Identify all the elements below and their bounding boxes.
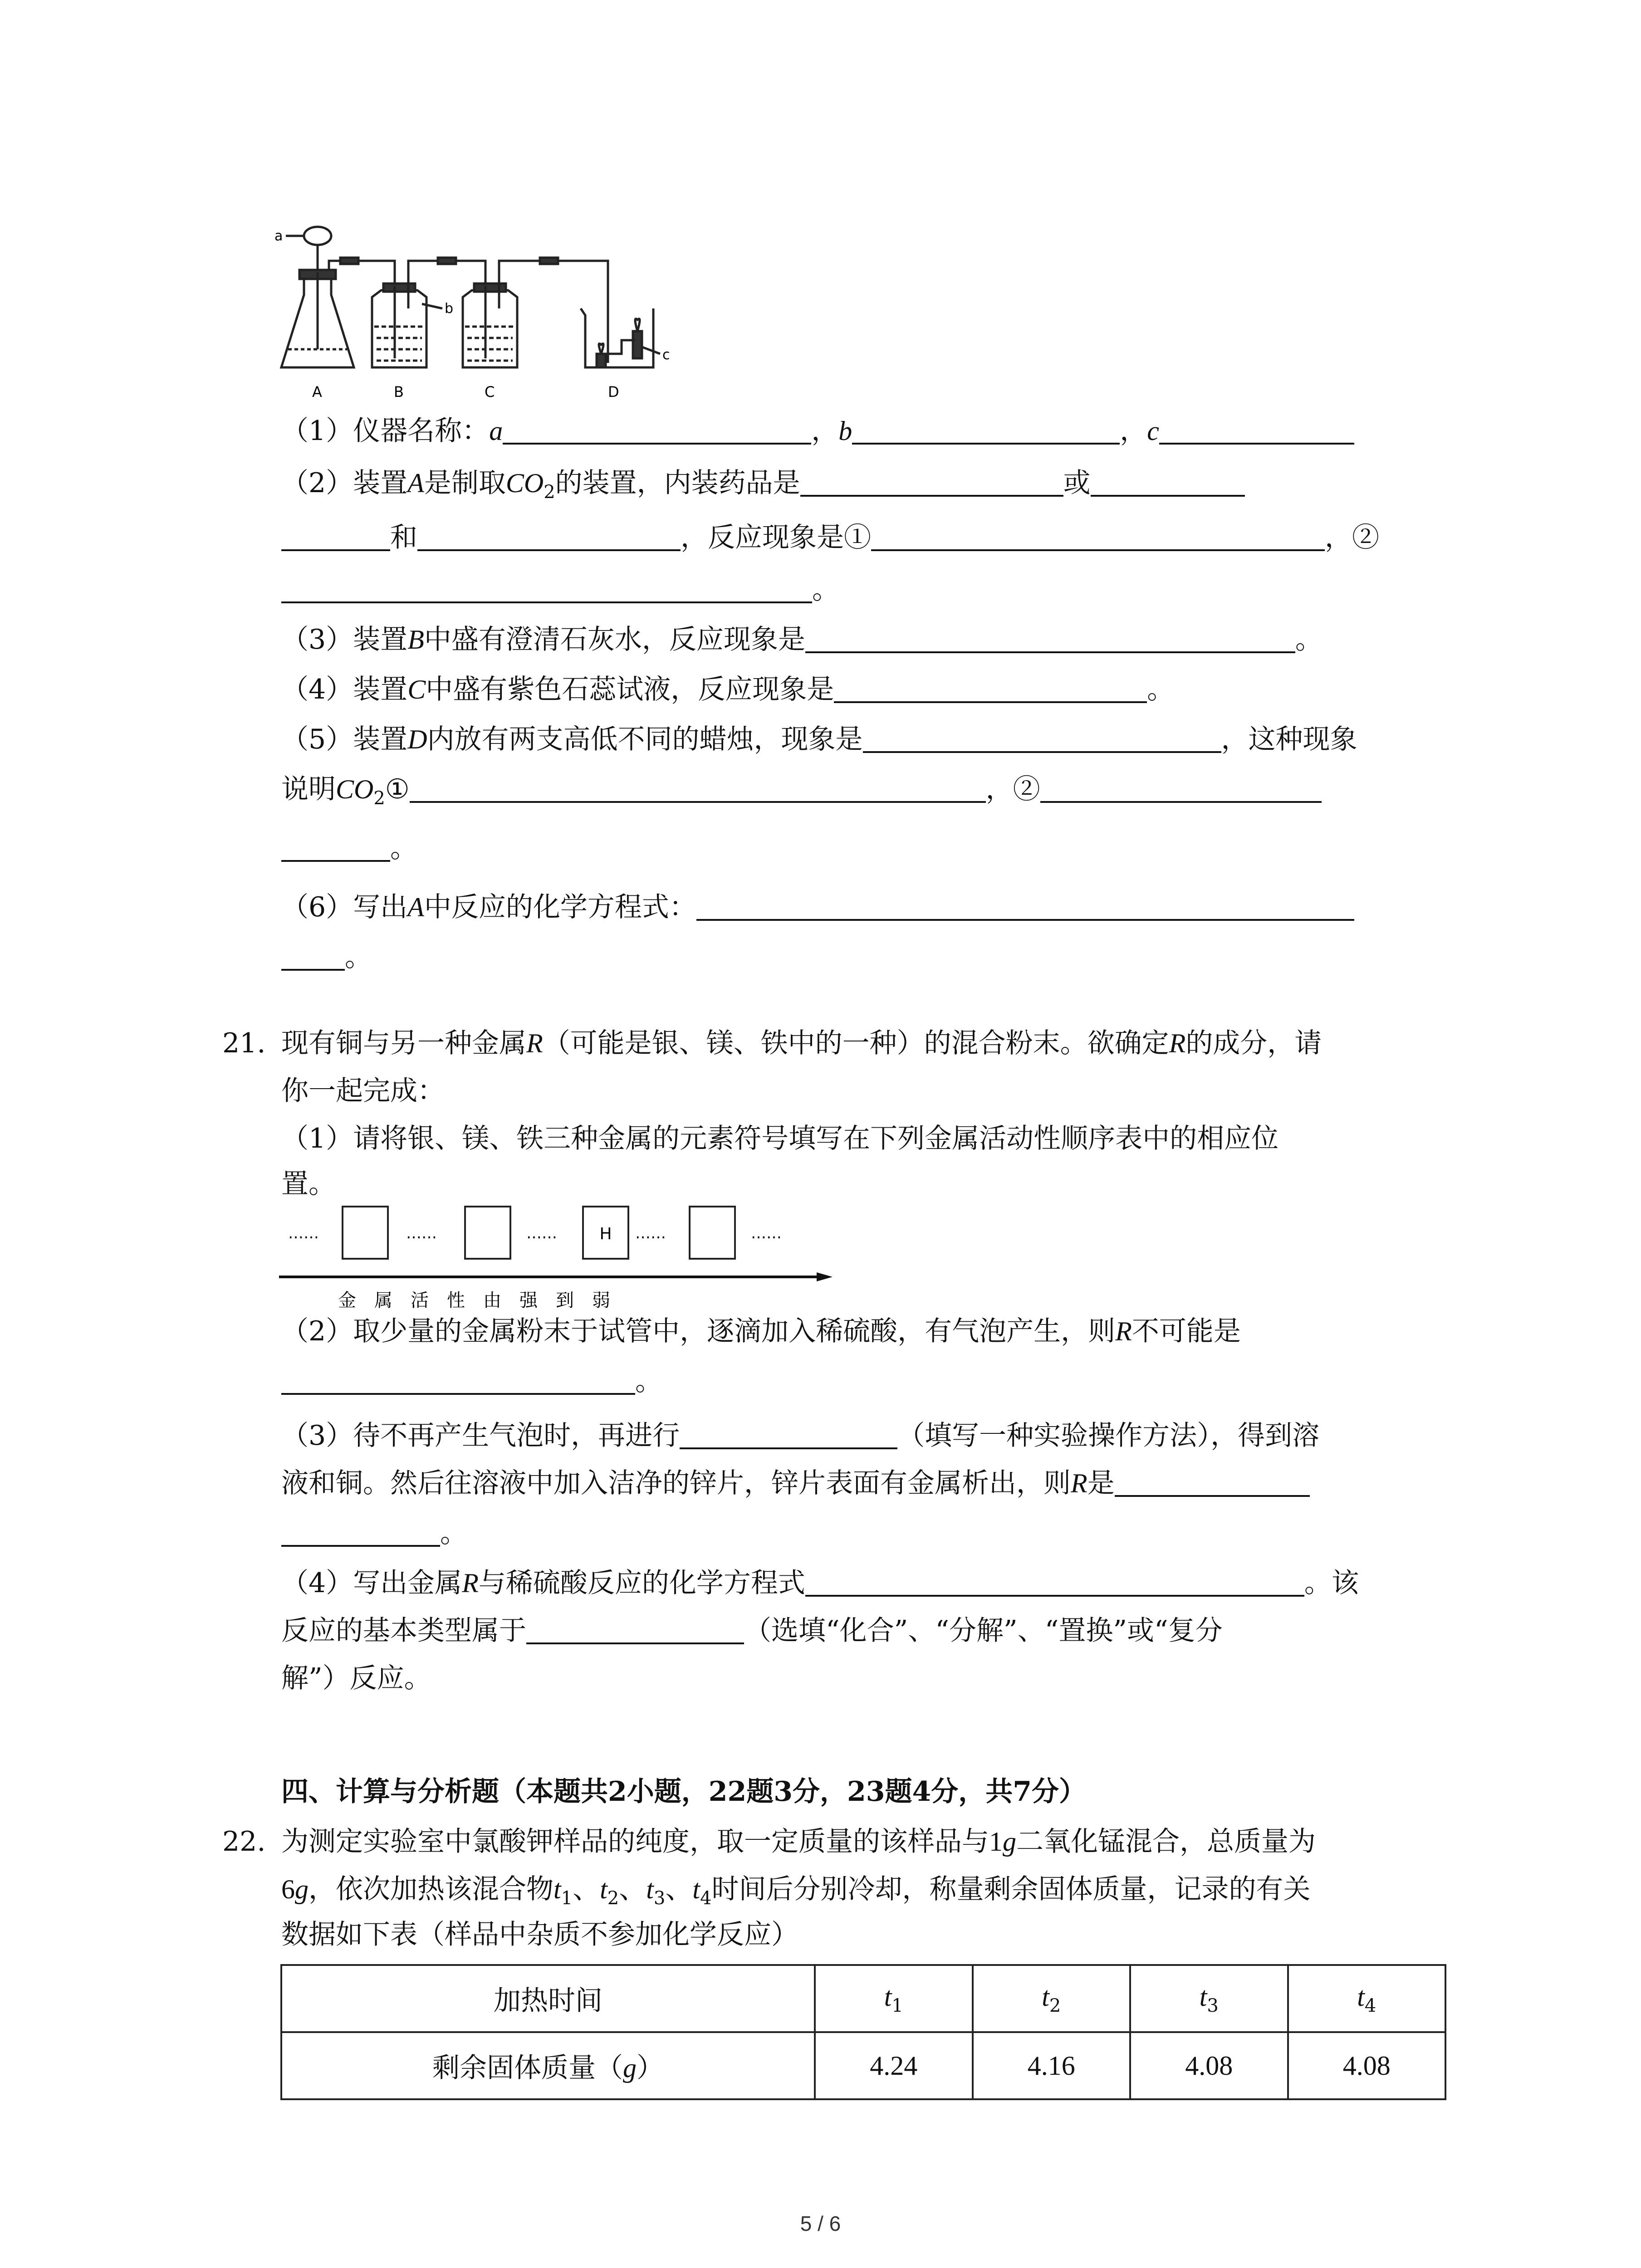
q20-part2: （2）装置A是制取$CO_2$的装置，内装药品是 或 [281,460,1245,506]
q20-part5-end: 。 [281,826,417,871]
svg-text:C: C [485,383,495,401]
table-cell: 加热时间 [281,1965,815,2032]
q21-p1: （1）请将银、镁、铁三种金属的元素符号填写在下列金属活动性顺序表中的相应位 [281,1123,1279,1154]
q22-line2: 6g，依次加热该混合物$t_1$、$t_2$、$t_3$、$t_4$时间后分别冷却，称量剩余固体质量，记录的有关 [281,1873,1311,1909]
q21-p3: （3）待不再产生气泡时，再进行 （填写一种实验操作方法），得到溶 [281,1413,1319,1458]
table-cell: 4.24 [815,2032,973,2099]
q21-line2: 你一起完成： [281,1075,445,1107]
q21-p3-cont: 液和铜。然后往溶液中加入洁净的锌片，锌片表面有金属析出，则R是 [281,1461,1310,1506]
svg-text:……: …… [288,1224,319,1242]
answer-blank[interactable] [696,890,1354,921]
answer-blank[interactable] [281,572,812,603]
svg-text:a: a [274,228,283,244]
answer-blank[interactable] [281,1364,635,1395]
answer-blank[interactable] [863,722,1221,753]
answer-blank[interactable] [800,466,1063,497]
answer-blank[interactable] [805,1566,1304,1597]
answer-blank[interactable] [1040,772,1322,803]
answer-blank[interactable] [281,1516,440,1547]
section-heading: 四、计算与分析题（本题共2小题，22题3分，23题4分，共7分） [281,1776,1086,1808]
q21-p4: （4）写出金属R与稀硫酸反应的化学方程式 。该 [281,1560,1359,1606]
table-cell: 剩余固体质量（g） [281,2032,815,2099]
table-cell: $t_3$ [1130,1965,1288,2032]
svg-text:金 属 活 性 由 强 到 弱: 金 属 活 性 由 强 到 弱 [338,1290,610,1311]
table-cell: 4.08 [1288,2032,1446,2099]
table-cell: $t_2$ [973,1965,1131,2032]
apparatus-diagram [272,218,681,408]
answer-blank[interactable] [871,520,1325,551]
data-table [280,1964,1446,2100]
table-row [281,1965,1445,2032]
svg-text:c: c [662,347,670,363]
q20-part2-cont: 和 ，反应现象是① ，② [281,515,1379,560]
q21-line1: 21. 现有铜与另一种金属R（可能是银、镁、铁中的一种）的混合粉末。欲确定R的成分，请 [222,1027,1322,1059]
q20-part5-cont: 说明$CO_2①$ ，② [281,767,1322,812]
svg-text:b: b [445,301,454,317]
table-cell: $t_1$ [815,1965,973,2032]
answer-blank[interactable] [680,1418,897,1449]
table-cell: 4.16 [973,2032,1131,2099]
svg-text:B: B [394,383,404,401]
table-cell: 4.08 [1130,2032,1288,2099]
answer-blank[interactable] [834,672,1147,703]
page-number: 5 / 6 [800,2212,841,2235]
svg-text:……: …… [406,1224,437,1242]
q21-p3-end: 。 [281,1510,467,1556]
activity-series-diagram [279,1202,837,1315]
q20-part5: （5）装置D内放有两支高低不同的蜡烛，现象是 ，这种现象 [281,717,1357,762]
answer-blank[interactable] [281,520,390,551]
q21-p1-cont: 置。 [281,1168,336,1200]
q20-part1: （1）仪器名称：a ，b ，c [281,408,1354,454]
svg-text:D: D [608,383,619,401]
q21-p2: （2）取少量的金属粉末于试管中，逐滴加入稀硫酸，有气泡产生，则R不可能是 [281,1315,1241,1347]
q20-part3: （3）装置B中盛有澄清石灰水，反应现象是 。 [281,617,1323,662]
answer-blank[interactable] [526,1613,744,1644]
q20-part6: （6）写出A中反应的化学方程式： [281,885,1354,930]
q22-line3: 数据如下表（样品中杂质不参加化学反应） [281,1919,798,1950]
answer-blank[interactable] [1115,1466,1310,1497]
q21-p2-end: 。 [281,1359,662,1404]
answer-blank[interactable] [503,414,811,445]
answer-blank[interactable] [1091,466,1245,497]
q20-part4: （4）装置C中盛有紫色石蕊试液，反应现象是 。 [281,667,1174,712]
q21-p4-end: 解”）反应。 [281,1662,431,1694]
svg-text:……: …… [635,1224,666,1242]
answer-blank[interactable] [805,622,1295,653]
svg-text:A: A [312,383,322,401]
svg-text:……: …… [751,1224,782,1242]
blank-box-1[interactable] [343,1207,388,1259]
answer-blank[interactable] [1159,414,1354,445]
answer-blank[interactable] [281,831,390,862]
answer-blank[interactable] [281,940,345,971]
q21-p4-cont: 反应的基本类型属于 （选填“化合”、“分解”、“置换”或“复分 [281,1608,1223,1653]
table-cell: $t_4$ [1288,1965,1446,2032]
blank-box-2[interactable] [465,1207,510,1259]
svg-text:H: H [599,1225,612,1243]
answer-blank[interactable] [410,772,986,803]
table-row [281,2032,1445,2099]
answer-blank[interactable] [417,520,681,551]
svg-text:……: …… [526,1224,557,1242]
q20-part2-end: 。 [281,567,839,612]
q20-part6-end: 。 [281,934,372,980]
q22-line1: 22. 为测定实验室中氯酸钾样品的纯度，取一定质量的该样品与1g二氧化锰混合，总质量为 [222,1826,1316,1857]
answer-blank[interactable] [852,414,1120,445]
blank-box-3[interactable] [690,1207,735,1259]
